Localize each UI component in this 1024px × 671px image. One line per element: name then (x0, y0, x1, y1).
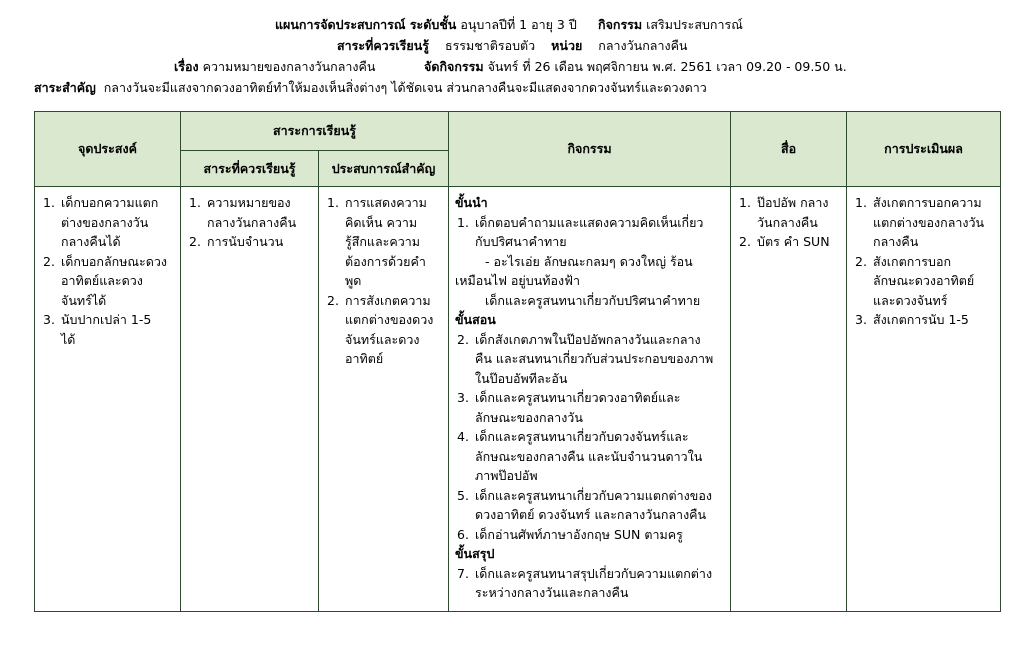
list-item: 1. เด็กตอบคำถามและแสดงความคิดเห็นเกี่ยว กับปริศนาคำทาย (457, 214, 704, 249)
list-item: 5. เด็กและครูสนทนาเกี่ยวกับความแตกต่างของ ดวงอาทิตย์ ดวงจันทร์ และกลางวันกลางคืน (457, 487, 712, 522)
learning-content-cell (181, 187, 319, 612)
list-item: 2. การนับจำนวน (189, 234, 284, 249)
date-label: จัดกิจกรรม (424, 59, 484, 74)
list-item: 3. นับปากเปล่า 1-5 ได้ (43, 312, 152, 347)
topic-value: ความหมายของกลางวันกลางคืน (202, 59, 376, 74)
media-cell (731, 187, 847, 612)
teach-stage-label: ขั้นสอน (455, 312, 496, 327)
list-item: 2. เด็กบอกลักษณะดวง อาทิตย์และดวง จันทร์ได้ (43, 253, 167, 308)
list-item: 1. สังเกตการบอกความ แตกต่างของกลางวัน กลางคืน (855, 195, 985, 249)
header-line-4 (34, 78, 707, 98)
topic-label: เรื่อง (174, 59, 199, 74)
header-evaluation: การประเมินผล (847, 112, 1001, 187)
header-line-2 (337, 36, 687, 56)
header-key-experience: ประสบการณ์สำคัญ (319, 151, 449, 187)
content-label: สาระที่ควรเรียนรู้ (337, 38, 429, 53)
header-objectives: จุดประสงค์ (35, 112, 181, 187)
activities-cell (449, 187, 731, 612)
key-experience-list (325, 193, 442, 369)
header-activities: กิจกรรม (449, 112, 731, 187)
list-item: 2. เด็กสังเกตภาพในป๊อปอัพกลางวันและกลาง คืน และสนทนาเกี่ยวกับส่วนประกอบของภาพ ในป๊อบอัพทีละอัน (457, 331, 714, 386)
content-value: ธรรมชาติรอบตัว (444, 38, 536, 53)
media-list (737, 193, 840, 252)
unit-label: หน่วย (551, 38, 583, 53)
list-item: 1. ความหมายของ กลางวันกลางคืน (189, 195, 297, 230)
list-item: 6. เด็กอ่านศัพท์ภาษาอังกฤษ SUN ตามครู (457, 526, 683, 542)
learning-content-list (187, 193, 312, 252)
list-item: 2. สังเกตการบอก ลักษณะดวงอาทิตย์ และดวงจันทร์ (855, 253, 975, 308)
objectives-list (41, 193, 174, 349)
list-item: 1. เด็กบอกความแตก ต่างของกลางวัน กลางคืนได้ (43, 195, 159, 249)
list-item: 3. เด็กและครูสนทนาเกี่ยวดวงอาทิตย์และ ลักษณะของกลางวัน (457, 390, 681, 425)
key-experience-cell (319, 187, 449, 612)
header-learning-content: สาระที่ควรเรียนรู้ (181, 151, 319, 187)
key-label: สาระสำคัญ (34, 80, 96, 95)
activity-value: เสริมประสบการณ์ (646, 17, 743, 32)
conclude-stage-label: ขั้นสรุป (455, 546, 495, 561)
riddle-line-3: เด็กและครูสนทนาเกี่ยวกับปริศนาคำทาย (485, 292, 701, 308)
unit-value: กลางวันกลางคืน (598, 38, 688, 53)
plan-label: แผนการจัดประสบการณ์ ระดับชั้น (275, 17, 457, 32)
list-item: 1. ป๊อปอัพ กลาง วันกลางคืน (739, 195, 829, 230)
evaluation-cell (847, 187, 1001, 612)
list-item: 1. การแสดงความ คิดเห็น ความ รู้สึกและความ ต้องการด้วยคำ พูด (327, 195, 427, 288)
list-item: 4. เด็กและครูสนทนาเกี่ยวกับดวงจันทร์และ ลักษณะของกลางคืน และนับจำนวนดาวใน ภาพป๊อปอัพ (457, 429, 703, 483)
key-value: กลางวันจะมีแสงจากดวงอาทิตย์ทำให้มองเห็นสิ่งต่างๆ ได้ชัดเจน ส่วนกลางคืนจะมีแสดงจากดวงจันทร์และดวงดาว (103, 80, 707, 95)
list-item: 3. สังเกตการนับ 1-5 (855, 312, 969, 327)
list-item: 2. บัตร คำ SUN (739, 234, 830, 249)
class-level: อนุบาลปีที่ 1 อายุ 3 ปี (460, 17, 577, 32)
header-media: สื่อ (731, 112, 847, 187)
header-line-1 (275, 15, 577, 35)
evaluation-list (853, 193, 994, 330)
header-activity (598, 15, 743, 35)
list-item: 7. เด็กและครูสนทนาสรุปเกี่ยวกับความแตกต่าง ระหว่างกลางวันและกลางคืน (457, 565, 713, 600)
activity-label: กิจกรรม (598, 17, 643, 32)
intro-stage-label: ขั้นนำ (455, 195, 488, 210)
header-learning: สาระการเรียนรู้ (181, 112, 449, 151)
header-line-3 (174, 57, 375, 77)
riddle-line-2: เหมือนไฟ อยู่บนท้องฟ้า (455, 273, 580, 288)
lesson-plan-table (34, 111, 1001, 612)
conclude-list (455, 564, 724, 603)
objectives-cell (35, 187, 181, 612)
header-date (424, 57, 847, 77)
teach-list (455, 330, 724, 545)
list-item: 2. การสังเกตความ แตกต่างของดวง จันทร์และดวง อาทิตย์ (327, 292, 434, 366)
intro-list (455, 213, 724, 252)
date-value: จันทร์ ที่ 26 เดือน พฤศจิกายน พ.ศ. 2561 เวลา 09.20 - 09.50 น. (487, 59, 847, 74)
riddle-line-1: - อะไรเอ่ย ลักษณะกลมๆ ดวงใหญ่ ร้อน (485, 253, 693, 269)
